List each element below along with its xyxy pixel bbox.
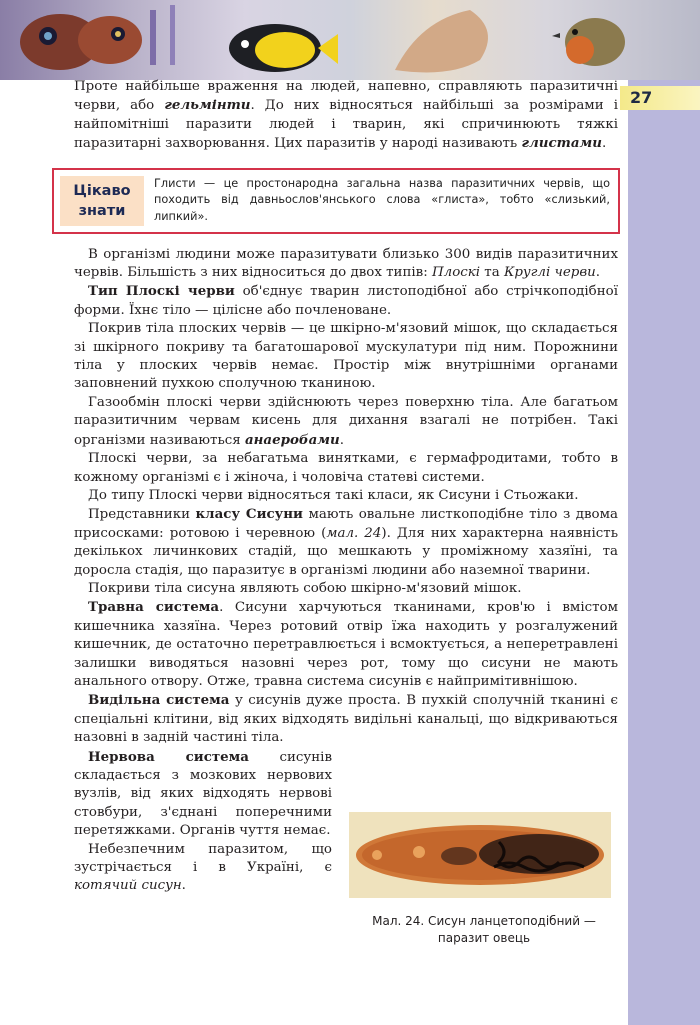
paragraph-nervous: Нервова система сисунів складається з мозкових нервових вузлів, від яких відходять нервові стовбури, з'єднані поперечними перетяжками. Органів чуття немає. bbox=[74, 748, 332, 839]
page-content bbox=[74, 78, 618, 896]
figure-lancet-fluke bbox=[349, 812, 611, 898]
term-helminths: гельмінти bbox=[164, 97, 251, 114]
page-side-stripe bbox=[628, 80, 700, 1025]
page-number: 27 bbox=[620, 86, 700, 110]
term-cat-fluke: котячий сисун bbox=[74, 878, 182, 894]
fact-box-text: Глисти — це простонародна загальна назва паразитичних червів, що походить від давньослов'янського слова «глиста», тобто «слизький, липкий». bbox=[154, 176, 610, 223]
paragraph-fluke-cover: Покриви тіла сисуна являють собою шкірно-м'язовий мішок. bbox=[88, 580, 522, 596]
top-banner bbox=[0, 0, 700, 80]
figure-caption: Мал. 24. Сисун ланцетоподібний — паразит овець bbox=[372, 914, 596, 945]
paragraph-cat-fluke: Небезпечним паразитом, що зустрічається і в Україні, є котячий сисун. bbox=[74, 841, 332, 894]
fact-box bbox=[52, 168, 620, 234]
figure-side-text bbox=[74, 748, 332, 896]
term-glysty: глистами bbox=[521, 135, 602, 152]
term-anaerobes: анаеробами bbox=[244, 431, 340, 448]
banner-illustration bbox=[0, 0, 700, 80]
paragraph-flukes: Представники класу Сисуни мають овальне листкоподібне тіло з двома присосками: ротовою і черевною (мал. 24). Для них характерна наявність декількох личинкових стадій, що мешкають у проміжному хазяїні, та доросла стадія, що паразитує в організмі людини або наземної тварини. bbox=[74, 506, 618, 578]
paragraph-body-cover: Покрив тіла плоских червів — це шкірно-м'язовий мішок, що складається зі шкірного покриву та багатошарової мускулатури під ним. Порожнини тіла у плоских червів немає. Простір між внутрішніми органами заповнений пухкою сполучною тканиною. bbox=[74, 321, 618, 392]
paragraph-types: В організмі людини може паразитувати близько 300 видів паразитичних червів. Більшість з них відноситься до двох типів: Плоскі та Круглі черви. bbox=[74, 246, 618, 281]
paragraph-hermaphrodites: Плоскі черви, за небагатьма винятками, є гермафродитами, тобто в кожному організмі є і жіноча, і чоловіча статеві системи. bbox=[74, 451, 618, 485]
figure-reference: мал. 24 bbox=[326, 525, 382, 541]
paragraph-excretory: Видільна система у сисунів дуже проста. В пухкій сполучній тканині є спеціальні клітини, від яких відходять видільні канальці, що відкриваються назовні в задній частині тіла. bbox=[74, 692, 618, 746]
paragraph-digestive: Травна система. Сисуни харчуються тканинами, кров'ю і вмістом кишечника хазяїна. Через ротовий отвір їжа находить у розгалужений кишечник, де остаточно перетравлюється і всмоктується, а неперетравлені залишки виводяться назовні через рот, тому що сисуни не мають анального отвору. Отже, травна система сисунів є найпримітивнішою. bbox=[74, 599, 618, 689]
intro-paragraph: Проте найбільше враження на людей, напевно, справляють паразитичні черви, або гельмінти. До них відносяться найбільші за розмірами і найпомітніші паразити людей і тварин, які спричинюють тяжкі паразитарні захворювання. Цих паразитів у народі називають глистами. bbox=[74, 79, 618, 152]
lancet-fluke-image bbox=[349, 812, 611, 898]
fact-box-label: Цікаво знати bbox=[60, 176, 144, 226]
paragraph-classes: До типу Плоскі черви відносяться такі класи, як Сисуни і Стьожаки. bbox=[88, 487, 579, 503]
leaf-icon bbox=[395, 10, 488, 72]
paragraph-gas-exchange: Газообмін плоскі черви здійснюють через поверхню тіла. Але багатьом паразитичним червам кисень для дихання взагалі не потрібен. Такі організми називаються анаеробами. bbox=[74, 394, 618, 448]
paragraph-flatworms: Тип Плоскі черви об'єднує тварин листоподібної або стрічкоподібної форми. Їхнє тіло — цілісне або почленоване. bbox=[74, 283, 618, 318]
